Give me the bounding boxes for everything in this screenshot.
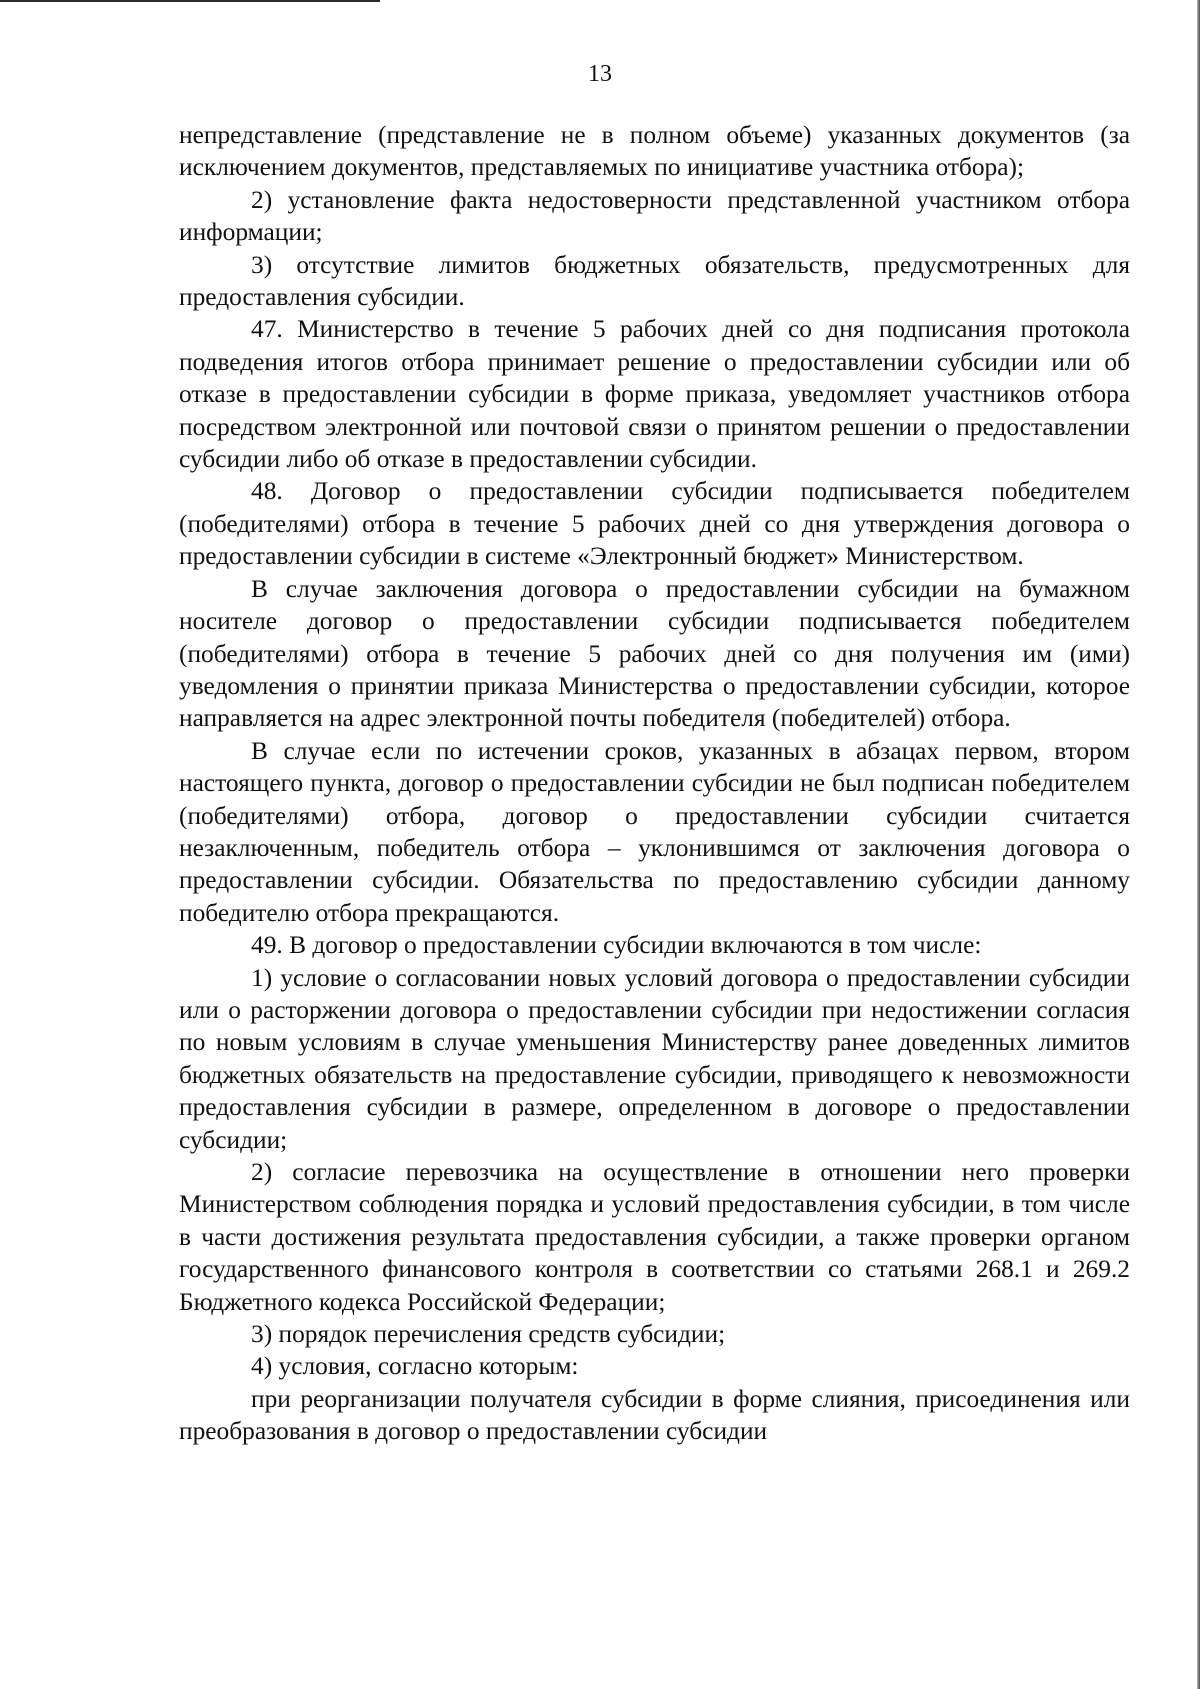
paragraph-condition-4: 4) условия, согласно которым: [251,1352,579,1381]
scan-edge-top [0,0,380,2]
paragraph-condition-2: 2) согласие перевозчика на осуществление в отношении него проверки Министерством соблюдения порядка и условий предоставления субсидии, в том числе в части достижения результата предоставления субсидии, а также проверки органом государственного финансового контроля в соответствии со статьями 268.1 и 269.2 Бюджетного кодекса Российской Федерации; [179,1158,1130,1316]
paragraph-condition-3: 3) порядок перечисления средств субсидии; [251,1320,726,1349]
paragraph-clause-47: 47. Министерство в течение 5 рабочих дней со дня подписания протокола подведения итогов отбора принимает решение о предоставлении субсидии или об отказе в предоставлении субсидии в форме приказа, уведомляет участников отбора посредством электронной или почтовой связи о принятом решении о предоставлении субсидии либо об отказе в предоставлении субсидии. [179,315,1130,474]
paragraph-clause-48: 48. Договор о предоставлении субсидии подписывается победителем (победителями) отбора в течение 5 рабочих дней со дня утверждения договора о предоставлении субсидии в системе «Электронный бюджет» Министерством. [179,477,1130,571]
paragraph-item-2: 2) установление факта недостоверности представленной участником отбора информации; [179,185,1130,247]
page-number: 13 [588,61,612,87]
paragraph-unsigned-contract: В случае если по истечении сроков, указанных в абзацах первом, втором настоящего пункта, договор о предоставлении субсидии не был подписан победителем (победителями) отбора, договор о предоставлении субсидии считается незаключенным, победитель отбора – уклонившимся от заключения договора о предоставлении субсидии. Обязательства по предоставлению субсидии данному победителю отбора прекращаются. [179,736,1130,927]
document-body [179,119,1130,1448]
paragraph-condition-1: 1) условие о согласовании новых условий договора о предоставлении субсидии или о расторжении договора о предоставлении субсидии при недостижении согласия по новым условиям в случае уменьшения Министерству ранее доведенных лимитов бюджетных обязательств на предоставление субсидии, приводящего к невозможности предоставления субсидии в размере, определенном в договоре о предоставлении субсидии; [179,963,1130,1154]
paragraph-clause-49: 49. В договор о предоставлении субсидии включаются в том числе: [251,931,982,960]
paragraph-item-3: 3) отсутствие лимитов бюджетных обязательств, предусмотренных для предоставления субсидии. [179,250,1130,312]
paragraph-continuation: непредставление (представление не в полном объеме) указанных документов (за исключением документов, представляемых по инициативе участника отбора); [179,121,1130,182]
paragraph-reorganization: при реорганизации получателя субсидии в форме слияния, присоединения или преобразования в договор о предоставлении субсидии [179,1384,1130,1446]
paragraph-paper-contract: В случае заключения договора о предоставлении субсидии на бумажном носителе договор о предоставлении субсидии подписывается победителем (победителями) отбора в течение 5 рабочих дней со дня получения им (ими) уведомления о принятии приказа Министерства о предоставлении субсидии, которое направляется на адрес электронной почты победителя (победителей) отбора. [179,574,1130,733]
